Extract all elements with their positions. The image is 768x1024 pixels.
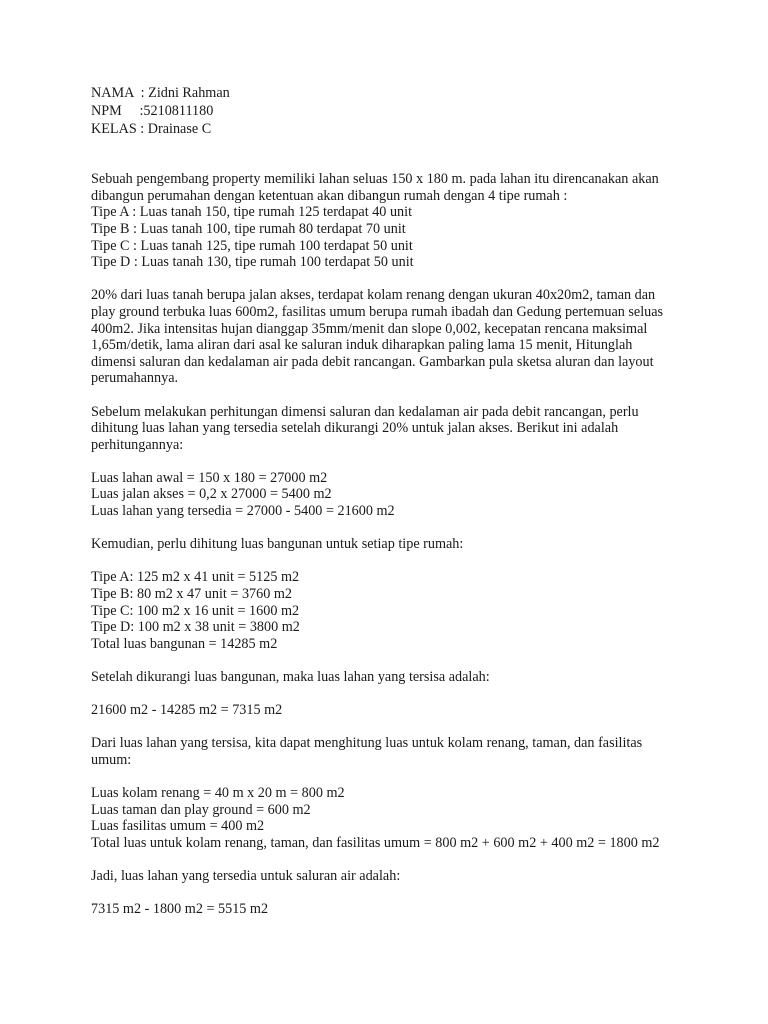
- paragraph: [91, 470, 711, 520]
- paragraph: [91, 868, 711, 885]
- text-line: Setelah dikurangi luas bangunan, maka luas lahan yang tersisa adalah:: [91, 669, 490, 685]
- text-line: Tipe C: 100 m2 x 16 unit = 1600 m2: [91, 602, 300, 619]
- text-line: Tipe B : Luas tanah 100, tipe rumah 80 terdapat 70 unit: [91, 220, 406, 237]
- text-line: Sebelum melakukan perhitungan dimensi saluran dan kedalaman air pada debit rancangan, perlu: [91, 403, 639, 420]
- paragraph: [91, 669, 711, 686]
- text-line: perumahannya.: [91, 370, 179, 387]
- paragraph-gap: [91, 769, 711, 786]
- text-line: Tipe D : Luas tanah 130, tipe rumah 100 terdapat 50 unit: [91, 254, 414, 271]
- text-line: Luas kolam renang = 40 m x 20 m = 800 m2: [91, 785, 345, 802]
- text-line: Luas fasilitas umum = 400 m2: [91, 818, 265, 835]
- text-line: 21600 m2 - 14285 m2 = 7315 m2: [91, 702, 283, 719]
- text-line: Sebuah pengembang property memiliki lahan seluas 150 x 180 m. pada lahan itu direncanakan akan: [91, 171, 659, 188]
- text-line: 1,65m/detik, lama aliran dari asal ke saluran induk diharapkan paling lama 15 menit, Hitunglah: [91, 337, 633, 354]
- document-page: [91, 84, 711, 918]
- paragraph: [91, 785, 711, 851]
- paragraph: [91, 171, 711, 271]
- paragraph: [91, 287, 711, 387]
- spacer: [91, 138, 711, 155]
- text-line: 7315 m2 - 1800 m2 = 5515 m2: [91, 901, 269, 918]
- paragraph-gap: [91, 852, 711, 869]
- paragraph-gap: [91, 453, 711, 470]
- text-line: Tipe C : Luas tanah 125, tipe rumah 100 terdapat 50 unit: [91, 237, 413, 254]
- text-line: Dari luas lahan yang tersisa, kita dapat menghitung luas untuk kolam renang, taman, dan fasilitas: [91, 735, 643, 752]
- text-line: 400m2. Jika intensitas hujan dianggap 35mm/menit dan slope 0,002, kecepatan rencana maksimal: [91, 320, 648, 337]
- paragraph-gap: [91, 885, 711, 902]
- header-block: [91, 84, 711, 138]
- text-line: Luas lahan yang tersedia = 27000 - 5400 = 21600 m2: [91, 503, 395, 520]
- paragraph-gap: [91, 271, 711, 288]
- paragraph: [91, 702, 711, 719]
- text-line: Luas lahan awal = 150 x 180 = 27000 m2: [91, 469, 328, 486]
- paragraph: [91, 569, 711, 652]
- paragraph: [91, 901, 711, 918]
- text-line: dibangun perumahan dengan ketentuan akan dibangun rumah dengan 4 tipe rumah :: [91, 187, 568, 204]
- text-line: dimensi saluran dan kedalaman air pada debit rancangan. Gambarkan pula sketsa aluran dan layout: [91, 353, 654, 370]
- paragraph-gap: [91, 719, 711, 736]
- text-line: Luas taman dan play ground = 600 m2: [91, 801, 311, 818]
- text-line: Kemudian, perlu dihitung luas bangunan untuk setiap tipe rumah:: [91, 536, 464, 553]
- text-line: Tipe A: 125 m2 x 41 unit = 5125 m2: [91, 569, 300, 586]
- paragraph-gap: [91, 686, 711, 703]
- paragraph-gap: [91, 387, 711, 404]
- text-line: Total luas bangunan = 14285 m2: [91, 635, 278, 652]
- paragraph-gap: [91, 553, 711, 570]
- text-line: 20% dari luas tanah berupa jalan akses, terdapat kolam renang dengan ukuran 40x20m2, taman dan: [91, 287, 656, 304]
- text-line: play ground terbuka luas 600m2, fasilitas umum berupa rumah ibadah dan Gedung pertemuan seluas: [91, 303, 664, 320]
- name-line: NAMA : Zidni Rahman: [91, 85, 230, 101]
- paragraph-gap: [91, 520, 711, 537]
- npm-line: NPM :5210811180: [91, 103, 214, 119]
- text-line: Tipe A : Luas tanah 150, tipe rumah 125 terdapat 40 unit: [91, 204, 413, 221]
- paragraph: [91, 536, 711, 553]
- text-line: umum:: [91, 751, 132, 768]
- text-line: Luas jalan akses = 0,2 x 27000 = 5400 m2: [91, 486, 332, 503]
- class-line: KELAS : Drainase C: [91, 121, 212, 137]
- document-body: [91, 171, 711, 918]
- text-line: Jadi, luas lahan yang tersedia untuk saluran air adalah:: [91, 868, 401, 885]
- text-line: perhitungannya:: [91, 436, 184, 453]
- text-line: Total luas untuk kolam renang, taman, dan fasilitas umum = 800 m2 + 600 m2 + 400 m2 = 1800 m2: [91, 834, 660, 851]
- paragraph-gap: [91, 652, 711, 669]
- spacer: [91, 155, 711, 172]
- paragraph: [91, 404, 711, 454]
- text-line: Tipe D: 100 m2 x 38 unit = 3800 m2: [91, 619, 300, 636]
- text-line: dihitung luas lahan yang tersedia setelah dikurangi 20% untuk jalan akses. Berikut ini adalah: [91, 420, 619, 437]
- paragraph: [91, 735, 711, 768]
- text-line: Tipe B: 80 m2 x 47 unit = 3760 m2: [91, 586, 293, 603]
